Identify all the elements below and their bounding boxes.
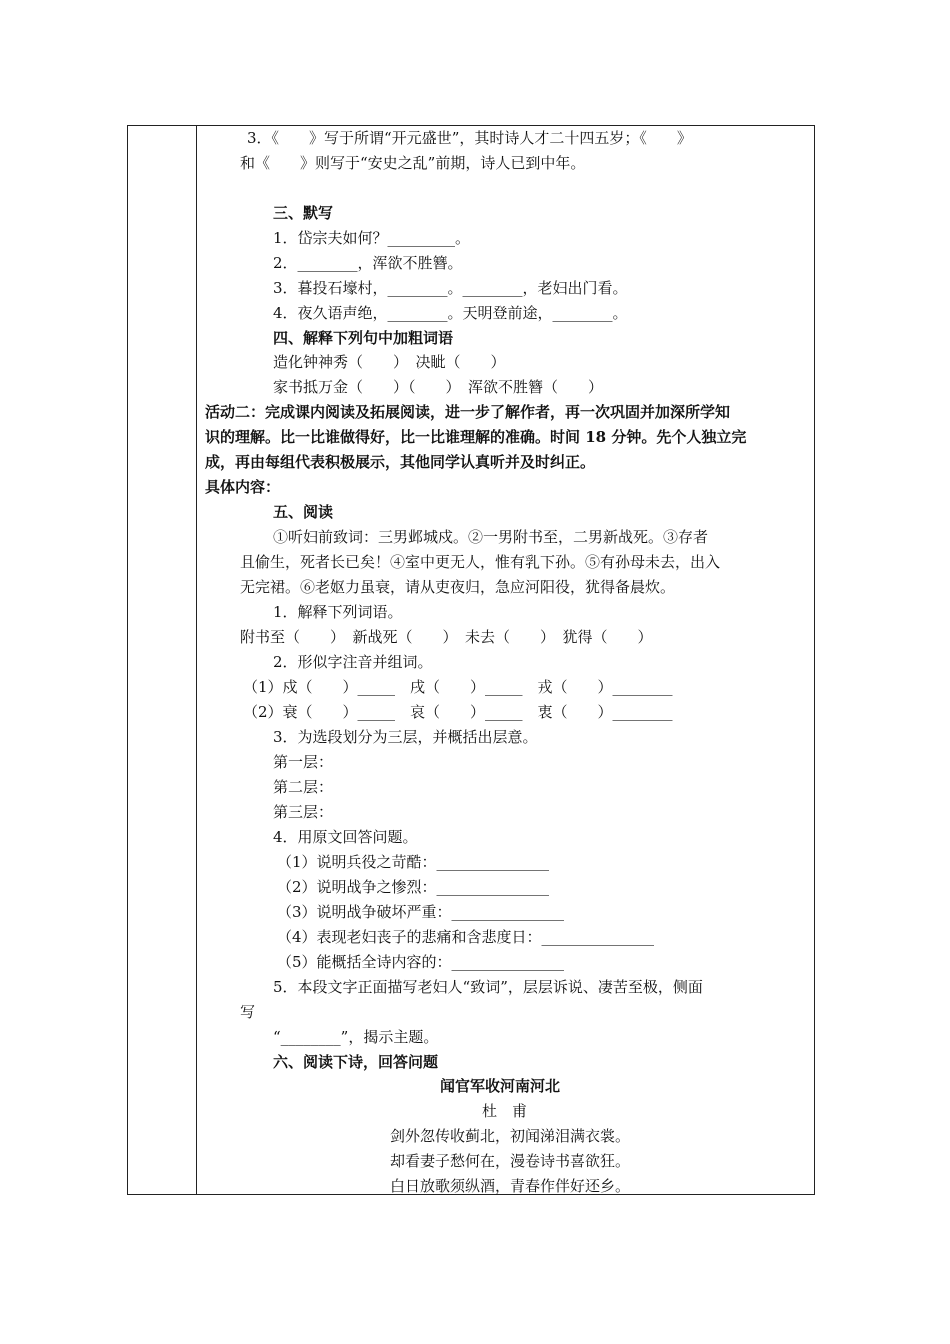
text-line: 2．形似字注音并组词。: [273, 653, 433, 671]
text-line: （3）说明战争破坏严重：_______________: [277, 903, 565, 921]
text-line: 3．《 》写于所谓“开元盛世”，其时诗人才二十四五岁；《 》: [247, 129, 692, 147]
text-line: “________”，揭示主题。: [273, 1028, 439, 1046]
text-line: （5）能概括全诗内容的：_______________: [277, 953, 565, 971]
text-line: 第二层：: [273, 778, 334, 796]
text-line: 5．本段文字正面描写老妇人“致词”，层层诉说、凄苦至极，侧面: [273, 978, 703, 996]
text-line: （2）说明战争之惨烈：_______________: [277, 878, 550, 896]
text-line: 闻官军收河南河北: [440, 1077, 561, 1095]
text-line: 三、默写: [273, 204, 334, 222]
text-line: （2）衰（ ）_____ 哀（ ）_____ 衷（ ）________: [243, 703, 673, 721]
text-line: （1）说明兵役之苛酷：_______________: [277, 853, 550, 871]
text-line: 3．暮投石壕村，________。________，老妇出门看。: [273, 279, 628, 297]
text-line: 附书至（ ） 新战死（ ） 未去（ ） 犹得（ ）: [240, 628, 653, 646]
text-line: 活动二：完成课内阅读及拓展阅读，进一步了解作者，再一次巩固并加深所学知: [205, 403, 731, 421]
column-divider: [196, 125, 197, 1195]
text-line: 成，再由每组代表积极展示，其他同学认真听并及时纠正。: [205, 453, 596, 471]
text-line: 第三层：: [273, 803, 334, 821]
text-line: 无完裙。⑥老妪力虽衰，请从吏夜归，急应河阳役，犹得备晨炊。: [240, 578, 676, 596]
text-line: 四、解释下列句中加粗词语: [273, 329, 454, 347]
text-line: 识的理解。比一比谁做得好，比一比谁理解的准确。时间 18 分钟。先个人独立完: [205, 428, 747, 446]
text-line: 写: [240, 1003, 256, 1021]
text-line: 3．为选段划分为三层，并概括出层意。: [273, 728, 538, 746]
text-line: （4）表现老妇丧子的悲痛和含悲度日：_______________: [277, 928, 655, 946]
text-line: 杜 甫: [482, 1102, 528, 1120]
text-line: 却看妻子愁何在，漫卷诗书喜欲狂。: [390, 1152, 631, 1170]
text-line: 2．________，浑欲不胜簪。: [273, 254, 463, 272]
text-line: 第一层：: [273, 753, 334, 771]
text-line: 五、阅读: [273, 503, 334, 521]
text-line: 六、阅读下诗，回答问题: [273, 1053, 439, 1071]
text-line: 4．用原文回答问题。: [273, 828, 418, 846]
text-line: ①听妇前致词：三男邺城戍。②一男附书至，二男新战死。③存者: [273, 528, 709, 546]
text-line: 白日放歌须纵酒，青春作伴好还乡。: [390, 1177, 631, 1195]
text-line: 造化钟神秀（ ） 决眦（ ）: [273, 353, 506, 371]
text-line: 和《 》则写于“安史之乱”前期，诗人已到中年。: [240, 154, 586, 172]
text-line: 且偷生，死者长已矣！④室中更无人，惟有乳下孙。⑤有孙母未去，出入: [240, 553, 721, 571]
text-line: 1．岱宗夫如何？_________。: [273, 229, 471, 247]
text-line: 4．夜久语声绝，________。天明登前途，________。: [273, 304, 628, 322]
text-line: 剑外忽传收蓟北，初闻涕泪满衣裳。: [390, 1127, 631, 1145]
text-line: （1）戍（ ）_____ 戌（ ）_____ 戎（ ）________: [243, 678, 673, 696]
text-line: 1．解释下列词语。: [273, 603, 403, 621]
text-line: 家书抵万金（ ）（ ） 浑欲不胜簪（ ）: [273, 378, 604, 396]
text-line: 具体内容：: [205, 478, 281, 496]
